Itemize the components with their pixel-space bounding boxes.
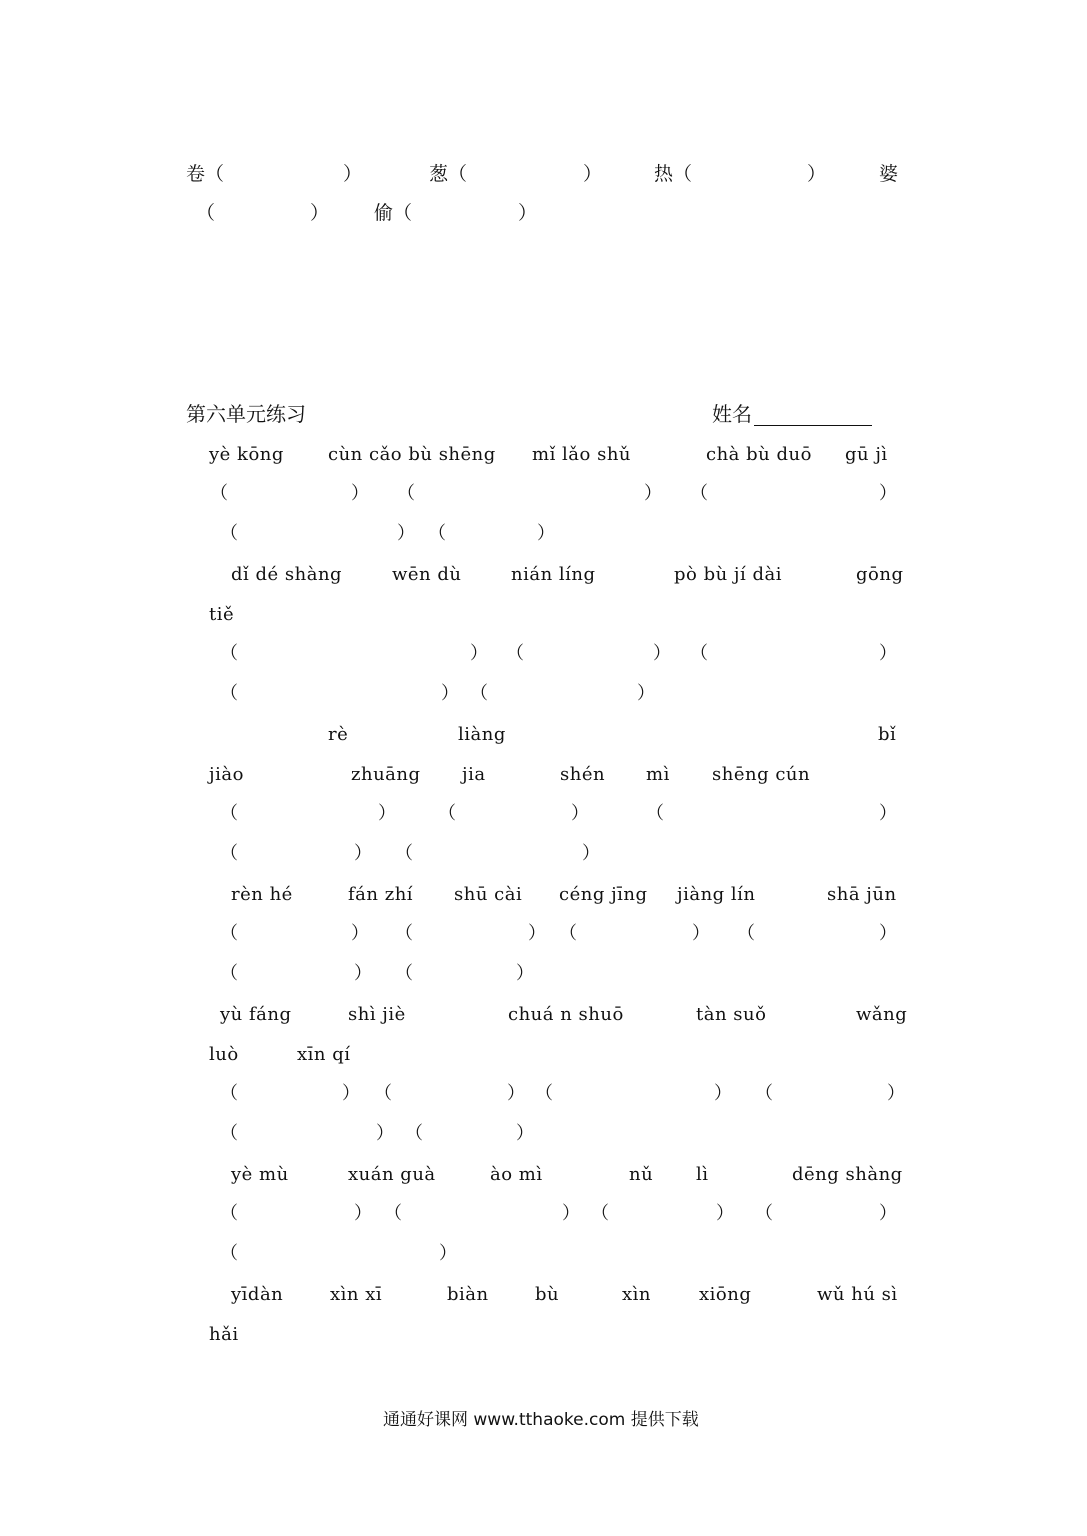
pinyin: zhuāng <box>351 764 421 785</box>
pinyin: yù fáng <box>220 1004 292 1025</box>
answer-close-paren: ） <box>376 1123 394 1144</box>
answer-open-paren: （ <box>535 1083 553 1104</box>
pinyin: chuá n shuō <box>508 1004 624 1025</box>
answer-close-paren: ） <box>354 1203 372 1224</box>
answer-close-paren: ） <box>354 843 372 864</box>
answer-open-paren: （ <box>438 803 456 824</box>
answer-open-paren: （ <box>210 483 228 504</box>
answer-close-paren: ） <box>441 683 459 704</box>
answer-open-paren: （ <box>646 803 664 824</box>
answer-close-paren: ） <box>879 1203 897 1224</box>
answer-open-paren: （ <box>405 1123 423 1144</box>
answer-open-paren: （ <box>374 1083 392 1104</box>
pinyin: shén <box>560 764 606 785</box>
pinyin: bù <box>535 1284 560 1305</box>
answer-open-paren: （ <box>220 1123 238 1144</box>
pinyin: tiě <box>209 604 235 625</box>
answer-open-paren: （ <box>755 1203 773 1224</box>
answer-open-paren: （ <box>220 843 238 864</box>
pinyin: tàn suǒ <box>696 1004 767 1025</box>
pinyin: mì <box>646 764 670 785</box>
name-field-label: 姓名 <box>712 402 872 426</box>
answer-close-paren: ） <box>879 643 897 664</box>
pinyin: gū jì <box>845 444 888 465</box>
pinyin: céng jīng <box>559 884 648 905</box>
answer-open-paren: （ <box>220 1243 238 1264</box>
close-paren: ） <box>807 163 827 185</box>
answer-close-paren: ） <box>351 483 369 504</box>
answer-close-paren: ） <box>879 803 897 824</box>
answer-close-paren: ） <box>351 923 369 944</box>
pinyin: mǐ lǎo shǔ <box>532 444 632 465</box>
pinyin: yè kōng <box>209 444 284 465</box>
answer-close-paren: ） <box>714 1083 732 1104</box>
answer-open-paren: （ <box>220 523 238 544</box>
answer-open-paren: （ <box>220 1083 238 1104</box>
answer-close-paren: ） <box>571 803 589 824</box>
answer-close-paren: ） <box>887 1083 905 1104</box>
pinyin: liàng <box>458 724 506 745</box>
pinyin: xuán guà <box>348 1164 436 1185</box>
answer-close-paren: ） <box>692 923 710 944</box>
answer-close-paren: ） <box>397 523 415 544</box>
answer-open-paren: （ <box>506 643 524 664</box>
answer-close-paren: ） <box>879 923 897 944</box>
answer-close-paren: ） <box>716 1203 734 1224</box>
pinyin: cùn cǎo bù shēng <box>328 444 496 465</box>
answer-close-paren: ） <box>354 963 372 984</box>
answer-close-paren: ） <box>342 1083 360 1104</box>
answer-close-paren: ） <box>507 1083 525 1104</box>
answer-close-paren: ） <box>516 1123 534 1144</box>
answer-open-paren: （ <box>384 1203 402 1224</box>
pinyin: jiào <box>209 764 244 785</box>
page-title: 第六单元练习 <box>186 402 306 426</box>
pinyin: wǔ hú sì <box>817 1284 898 1305</box>
pinyin: gōng <box>856 564 904 585</box>
pinyin: shā jūn <box>827 884 897 905</box>
pinyin: jiàng lín <box>677 884 756 905</box>
answer-close-paren: ） <box>470 643 488 664</box>
answer-open-paren: （ <box>220 963 238 984</box>
answer-open-paren: （ <box>220 683 238 704</box>
pinyin: hǎi <box>209 1324 239 1345</box>
pinyin: chà bù duō <box>706 444 812 465</box>
pinyin: shēng cún <box>712 764 811 785</box>
pinyin: wēn dù <box>392 564 462 585</box>
pinyin: fán zhí <box>348 884 414 905</box>
pinyin: ào mì <box>490 1164 543 1185</box>
pinyin: nǔ <box>629 1164 654 1185</box>
pinyin: shū cài <box>454 884 523 905</box>
open-paren: （ <box>196 202 216 224</box>
pinyin: wǎng <box>856 1004 908 1025</box>
answer-open-paren: （ <box>395 843 413 864</box>
answer-open-paren: （ <box>755 1083 773 1104</box>
answer-open-paren: （ <box>559 923 577 944</box>
close-paren: ） <box>583 163 603 185</box>
answer-open-paren: （ <box>395 963 413 984</box>
pinyin: yīdàn <box>231 1284 284 1305</box>
pinyin: xìn <box>622 1284 652 1305</box>
answer-open-paren: （ <box>397 483 415 504</box>
answer-close-paren: ） <box>528 923 546 944</box>
answer-open-paren: （ <box>690 483 708 504</box>
pinyin: luò <box>209 1044 239 1065</box>
pinyin: rèn hé <box>231 884 293 905</box>
pinyin: lì <box>696 1164 709 1185</box>
answer-close-paren: ） <box>378 803 396 824</box>
name-blank-line <box>754 405 872 426</box>
answer-close-paren: ） <box>644 483 662 504</box>
answer-open-paren: （ <box>220 803 238 824</box>
answer-close-paren: ） <box>537 523 555 544</box>
answer-open-paren: （ <box>690 643 708 664</box>
pinyin: jia <box>462 764 486 785</box>
answer-open-paren: （ <box>220 643 238 664</box>
top-item-re: 热（ <box>654 163 693 185</box>
answer-close-paren: ） <box>582 843 600 864</box>
answer-close-paren: ） <box>439 1243 457 1264</box>
pinyin: dēng shàng <box>792 1164 903 1185</box>
pinyin: nián líng <box>511 564 596 585</box>
pinyin: biàn <box>447 1284 489 1305</box>
pinyin: xīn qí <box>297 1044 351 1065</box>
pinyin: xiōng <box>699 1284 752 1305</box>
pinyin: shì jiè <box>348 1004 406 1025</box>
pinyin: rè <box>328 724 349 745</box>
pinyin: bǐ <box>878 724 897 745</box>
answer-close-paren: ） <box>879 483 897 504</box>
footer-credit: 通通好课网 www.tthaoke.com 提供下载 <box>383 1410 699 1430</box>
pinyin: xìn xī <box>330 1284 383 1305</box>
answer-open-paren: （ <box>220 1203 238 1224</box>
pinyin: pò bù jí dài <box>674 564 782 585</box>
pinyin: yè mù <box>231 1164 289 1185</box>
close-paren: ） <box>310 202 330 224</box>
answer-close-paren: ） <box>637 683 655 704</box>
answer-open-paren: （ <box>220 923 238 944</box>
answer-open-paren: （ <box>737 923 755 944</box>
top-item-tou: 偷（ <box>374 202 413 224</box>
close-paren: ） <box>343 163 363 185</box>
answer-open-paren: （ <box>470 683 488 704</box>
answer-close-paren: ） <box>653 643 671 664</box>
top-item-po: 婆 <box>879 163 899 185</box>
answer-open-paren: （ <box>395 923 413 944</box>
close-paren: ） <box>518 202 538 224</box>
answer-close-paren: ） <box>516 963 534 984</box>
pinyin: dǐ dé shàng <box>231 564 343 585</box>
answer-open-paren: （ <box>428 523 446 544</box>
answer-open-paren: （ <box>591 1203 609 1224</box>
answer-close-paren: ） <box>562 1203 580 1224</box>
top-item-juan: 卷（ <box>186 163 225 185</box>
top-item-cong: 葱（ <box>429 163 468 185</box>
